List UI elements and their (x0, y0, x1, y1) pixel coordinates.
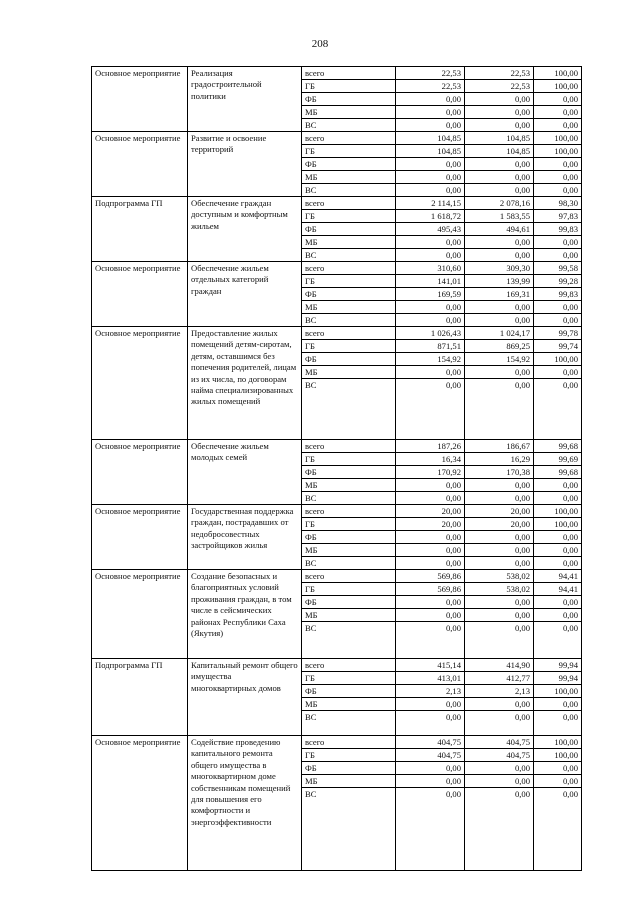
table-body (92, 67, 582, 871)
execution-percent-cell: 0,00 (534, 698, 582, 711)
program-type-cell: Основное мероприятие (92, 327, 188, 440)
execution-percent-cell: 0,00 (534, 557, 582, 570)
execution-percent-cell: 99,83 (534, 288, 582, 301)
execution-percent-cell: 94,41 (534, 570, 582, 583)
funding-source-cell: всего (302, 262, 396, 275)
funding-source-cell: МБ (302, 775, 396, 788)
program-type-cell: Подпрограмма ГП (92, 659, 188, 736)
table-row (92, 736, 582, 749)
funding-source-cell: всего (302, 570, 396, 583)
planned-amount-cell: 0,00 (396, 379, 465, 440)
funding-source-cell: ВС (302, 557, 396, 570)
execution-percent-cell: 100,00 (534, 132, 582, 145)
execution-percent-cell: 100,00 (534, 749, 582, 762)
execution-percent-cell: 0,00 (534, 596, 582, 609)
program-type-cell: Основное мероприятие (92, 440, 188, 505)
planned-amount-cell: 569,86 (396, 570, 465, 583)
planned-amount-cell: 415,14 (396, 659, 465, 672)
execution-percent-cell: 99,68 (534, 466, 582, 479)
actual-amount-cell: 869,25 (465, 340, 534, 353)
planned-amount-cell: 1 026,43 (396, 327, 465, 340)
actual-amount-cell: 0,00 (465, 106, 534, 119)
funding-source-cell: МБ (302, 609, 396, 622)
actual-amount-cell: 0,00 (465, 711, 534, 736)
planned-amount-cell: 0,00 (396, 698, 465, 711)
funding-source-cell: ФБ (302, 466, 396, 479)
planned-amount-cell: 0,00 (396, 788, 465, 871)
execution-percent-cell: 100,00 (534, 80, 582, 93)
planned-amount-cell: 0,00 (396, 762, 465, 775)
actual-amount-cell: 0,00 (465, 314, 534, 327)
execution-percent-cell: 99,28 (534, 275, 582, 288)
execution-percent-cell: 100,00 (534, 353, 582, 366)
planned-amount-cell: 154,92 (396, 353, 465, 366)
funding-source-cell: ВС (302, 119, 396, 132)
actual-amount-cell: 309,30 (465, 262, 534, 275)
actual-amount-cell: 0,00 (465, 622, 534, 659)
funding-source-cell: МБ (302, 366, 396, 379)
program-name-cell: Капитальный ремонт общего имущества многоквартирных домов (188, 659, 302, 736)
planned-amount-cell: 0,00 (396, 93, 465, 106)
actual-amount-cell: 170,38 (465, 466, 534, 479)
execution-percent-cell: 99,94 (534, 672, 582, 685)
funding-source-cell: всего (302, 67, 396, 80)
planned-amount-cell: 0,00 (396, 711, 465, 736)
actual-amount-cell: 0,00 (465, 119, 534, 132)
program-type-cell: Подпрограмма ГП (92, 197, 188, 262)
execution-percent-cell: 99,83 (534, 223, 582, 236)
page-number: 208 (311, 38, 329, 50)
planned-amount-cell: 22,53 (396, 80, 465, 93)
planned-amount-cell: 16,34 (396, 453, 465, 466)
funding-source-cell: МБ (302, 544, 396, 557)
funding-source-cell: ФБ (302, 531, 396, 544)
funding-source-cell: ФБ (302, 288, 396, 301)
actual-amount-cell: 0,00 (465, 557, 534, 570)
execution-percent-cell: 0,00 (534, 711, 582, 736)
execution-percent-cell: 0,00 (534, 609, 582, 622)
planned-amount-cell: 187,26 (396, 440, 465, 453)
execution-percent-cell: 0,00 (534, 171, 582, 184)
execution-percent-cell: 100,00 (534, 67, 582, 80)
actual-amount-cell: 104,85 (465, 145, 534, 158)
actual-amount-cell: 0,00 (465, 531, 534, 544)
actual-amount-cell: 0,00 (465, 698, 534, 711)
execution-percent-cell: 0,00 (534, 314, 582, 327)
table-row (92, 262, 582, 275)
actual-amount-cell: 2 078,16 (465, 197, 534, 210)
actual-amount-cell: 538,02 (465, 570, 534, 583)
actual-amount-cell: 0,00 (465, 236, 534, 249)
program-name-cell: Государственная поддержка граждан, пострадавших от недобросовестных застройщиков жилья (188, 505, 302, 570)
execution-percent-cell: 0,00 (534, 106, 582, 119)
actual-amount-cell: 169,31 (465, 288, 534, 301)
actual-amount-cell: 2,13 (465, 685, 534, 698)
planned-amount-cell: 0,00 (396, 171, 465, 184)
planned-amount-cell: 310,60 (396, 262, 465, 275)
planned-amount-cell: 569,86 (396, 583, 465, 596)
execution-percent-cell: 94,41 (534, 583, 582, 596)
execution-percent-cell: 100,00 (534, 685, 582, 698)
budget-execution-table (91, 66, 582, 871)
program-name-cell: Предоставление жилых помещений детям-сиротам, детям, оставшимся без попечения родителей, лицам из их числа, по договорам найма специализированных жилых помещений (188, 327, 302, 440)
execution-percent-cell: 99,69 (534, 453, 582, 466)
execution-percent-cell: 98,30 (534, 197, 582, 210)
planned-amount-cell: 0,00 (396, 544, 465, 557)
actual-amount-cell: 22,53 (465, 80, 534, 93)
actual-amount-cell: 0,00 (465, 762, 534, 775)
table-row (92, 570, 582, 583)
funding-source-cell: ГБ (302, 453, 396, 466)
actual-amount-cell: 414,90 (465, 659, 534, 672)
funding-source-cell: ГБ (302, 145, 396, 158)
actual-amount-cell: 0,00 (465, 171, 534, 184)
funding-source-cell: МБ (302, 171, 396, 184)
table-row (92, 327, 582, 340)
funding-source-cell: ГБ (302, 340, 396, 353)
planned-amount-cell: 170,92 (396, 466, 465, 479)
funding-source-cell: ВС (302, 492, 396, 505)
program-name-cell: Развитие и освоение территорий (188, 132, 302, 197)
planned-amount-cell: 404,75 (396, 736, 465, 749)
planned-amount-cell: 0,00 (396, 775, 465, 788)
planned-amount-cell: 0,00 (396, 596, 465, 609)
actual-amount-cell: 0,00 (465, 479, 534, 492)
execution-percent-cell: 100,00 (534, 145, 582, 158)
execution-percent-cell: 0,00 (534, 531, 582, 544)
execution-percent-cell: 0,00 (534, 775, 582, 788)
execution-percent-cell: 100,00 (534, 518, 582, 531)
planned-amount-cell: 0,00 (396, 531, 465, 544)
planned-amount-cell: 0,00 (396, 236, 465, 249)
actual-amount-cell: 1 583,55 (465, 210, 534, 223)
actual-amount-cell: 0,00 (465, 609, 534, 622)
execution-percent-cell: 0,00 (534, 366, 582, 379)
funding-source-cell: ГБ (302, 518, 396, 531)
planned-amount-cell: 0,00 (396, 557, 465, 570)
funding-source-cell: МБ (302, 479, 396, 492)
actual-amount-cell: 0,00 (465, 788, 534, 871)
execution-percent-cell: 0,00 (534, 762, 582, 775)
planned-amount-cell: 0,00 (396, 119, 465, 132)
funding-source-cell: всего (302, 197, 396, 210)
planned-amount-cell: 0,00 (396, 314, 465, 327)
planned-amount-cell: 104,85 (396, 145, 465, 158)
planned-amount-cell: 2 114,15 (396, 197, 465, 210)
funding-source-cell: ВС (302, 622, 396, 659)
funding-source-cell: МБ (302, 236, 396, 249)
actual-amount-cell: 0,00 (465, 249, 534, 262)
funding-source-cell: ВС (302, 184, 396, 197)
funding-source-cell: ГБ (302, 275, 396, 288)
table-row (92, 132, 582, 145)
actual-amount-cell: 0,00 (465, 301, 534, 314)
funding-source-cell: МБ (302, 106, 396, 119)
actual-amount-cell: 186,67 (465, 440, 534, 453)
execution-percent-cell: 99,74 (534, 340, 582, 353)
planned-amount-cell: 169,59 (396, 288, 465, 301)
program-type-cell: Основное мероприятие (92, 132, 188, 197)
funding-source-cell: ВС (302, 314, 396, 327)
actual-amount-cell: 0,00 (465, 775, 534, 788)
table-row (92, 67, 582, 80)
funding-source-cell: ФБ (302, 762, 396, 775)
planned-amount-cell: 871,51 (396, 340, 465, 353)
execution-percent-cell: 0,00 (534, 622, 582, 659)
funding-source-cell: всего (302, 327, 396, 340)
planned-amount-cell: 0,00 (396, 158, 465, 171)
funding-source-cell: ГБ (302, 210, 396, 223)
funding-source-cell: ГБ (302, 80, 396, 93)
execution-percent-cell: 97,83 (534, 210, 582, 223)
actual-amount-cell: 20,00 (465, 518, 534, 531)
program-type-cell: Основное мероприятие (92, 570, 188, 659)
planned-amount-cell: 0,00 (396, 622, 465, 659)
execution-percent-cell: 99,68 (534, 440, 582, 453)
funding-source-cell: всего (302, 736, 396, 749)
planned-amount-cell: 0,00 (396, 301, 465, 314)
actual-amount-cell: 0,00 (465, 544, 534, 557)
program-name-cell: Обеспечение жильем отдельных категорий граждан (188, 262, 302, 327)
program-type-cell: Основное мероприятие (92, 736, 188, 871)
table-row (92, 440, 582, 453)
funding-source-cell: ГБ (302, 672, 396, 685)
program-type-cell: Основное мероприятие (92, 67, 188, 132)
actual-amount-cell: 1 024,17 (465, 327, 534, 340)
execution-percent-cell: 99,78 (534, 327, 582, 340)
program-name-cell: Создание безопасных и благоприятных условий проживания граждан, в том числе в сейсмических районах Республики Саха (Якутия) (188, 570, 302, 659)
program-type-cell: Основное мероприятие (92, 505, 188, 570)
planned-amount-cell: 141,01 (396, 275, 465, 288)
actual-amount-cell: 0,00 (465, 158, 534, 171)
planned-amount-cell: 0,00 (396, 479, 465, 492)
planned-amount-cell: 22,53 (396, 67, 465, 80)
actual-amount-cell: 0,00 (465, 366, 534, 379)
actual-amount-cell: 139,99 (465, 275, 534, 288)
funding-source-cell: ВС (302, 379, 396, 440)
funding-source-cell: ГБ (302, 749, 396, 762)
execution-percent-cell: 0,00 (534, 544, 582, 557)
funding-source-cell: ФБ (302, 685, 396, 698)
planned-amount-cell: 0,00 (396, 366, 465, 379)
execution-percent-cell: 99,58 (534, 262, 582, 275)
planned-amount-cell: 0,00 (396, 249, 465, 262)
execution-percent-cell: 0,00 (534, 788, 582, 871)
table-row (92, 197, 582, 210)
table-row (92, 659, 582, 672)
planned-amount-cell: 20,00 (396, 518, 465, 531)
execution-percent-cell: 0,00 (534, 184, 582, 197)
execution-percent-cell: 100,00 (534, 505, 582, 518)
execution-percent-cell: 0,00 (534, 93, 582, 106)
planned-amount-cell: 0,00 (396, 184, 465, 197)
program-name-cell: Содействие проведению капитального ремонта общего имущества в многоквартирном доме собственникам помещений для повышения его комфортности и энергоэффективности (188, 736, 302, 871)
funding-source-cell: ВС (302, 788, 396, 871)
execution-percent-cell: 0,00 (534, 158, 582, 171)
planned-amount-cell: 0,00 (396, 492, 465, 505)
execution-percent-cell: 99,94 (534, 659, 582, 672)
actual-amount-cell: 104,85 (465, 132, 534, 145)
funding-source-cell: всего (302, 505, 396, 518)
actual-amount-cell: 404,75 (465, 749, 534, 762)
planned-amount-cell: 404,75 (396, 749, 465, 762)
actual-amount-cell: 22,53 (465, 67, 534, 80)
planned-amount-cell: 104,85 (396, 132, 465, 145)
program-name-cell: Обеспечение жильем молодых семей (188, 440, 302, 505)
execution-percent-cell: 0,00 (534, 119, 582, 132)
funding-source-cell: всего (302, 132, 396, 145)
program-type-cell: Основное мероприятие (92, 262, 188, 327)
funding-source-cell: ВС (302, 711, 396, 736)
funding-source-cell: всего (302, 440, 396, 453)
execution-percent-cell: 0,00 (534, 236, 582, 249)
funding-source-cell: ФБ (302, 223, 396, 236)
execution-percent-cell: 0,00 (534, 479, 582, 492)
actual-amount-cell: 494,61 (465, 223, 534, 236)
execution-percent-cell: 0,00 (534, 492, 582, 505)
actual-amount-cell: 16,29 (465, 453, 534, 466)
actual-amount-cell: 154,92 (465, 353, 534, 366)
actual-amount-cell: 0,00 (465, 596, 534, 609)
actual-amount-cell: 404,75 (465, 736, 534, 749)
planned-amount-cell: 20,00 (396, 505, 465, 518)
actual-amount-cell: 538,02 (465, 583, 534, 596)
program-name-cell: Обеспечение граждан доступным и комфортным жильем (188, 197, 302, 262)
execution-percent-cell: 0,00 (534, 249, 582, 262)
planned-amount-cell: 1 618,72 (396, 210, 465, 223)
funding-source-cell: ВС (302, 249, 396, 262)
actual-amount-cell: 0,00 (465, 93, 534, 106)
funding-source-cell: ФБ (302, 596, 396, 609)
funding-source-cell: всего (302, 659, 396, 672)
program-name-cell: Реализация градостроительной политики (188, 67, 302, 132)
funding-source-cell: ФБ (302, 158, 396, 171)
actual-amount-cell: 20,00 (465, 505, 534, 518)
execution-percent-cell: 0,00 (534, 301, 582, 314)
actual-amount-cell: 0,00 (465, 492, 534, 505)
actual-amount-cell: 0,00 (465, 379, 534, 440)
execution-percent-cell: 0,00 (534, 379, 582, 440)
table-row (92, 505, 582, 518)
planned-amount-cell: 495,43 (396, 223, 465, 236)
funding-source-cell: ГБ (302, 583, 396, 596)
funding-source-cell: ФБ (302, 353, 396, 366)
planned-amount-cell: 413,01 (396, 672, 465, 685)
planned-amount-cell: 2,13 (396, 685, 465, 698)
planned-amount-cell: 0,00 (396, 609, 465, 622)
execution-percent-cell: 100,00 (534, 736, 582, 749)
funding-source-cell: МБ (302, 301, 396, 314)
funding-source-cell: ФБ (302, 93, 396, 106)
actual-amount-cell: 412,77 (465, 672, 534, 685)
planned-amount-cell: 0,00 (396, 106, 465, 119)
funding-source-cell: МБ (302, 698, 396, 711)
actual-amount-cell: 0,00 (465, 184, 534, 197)
